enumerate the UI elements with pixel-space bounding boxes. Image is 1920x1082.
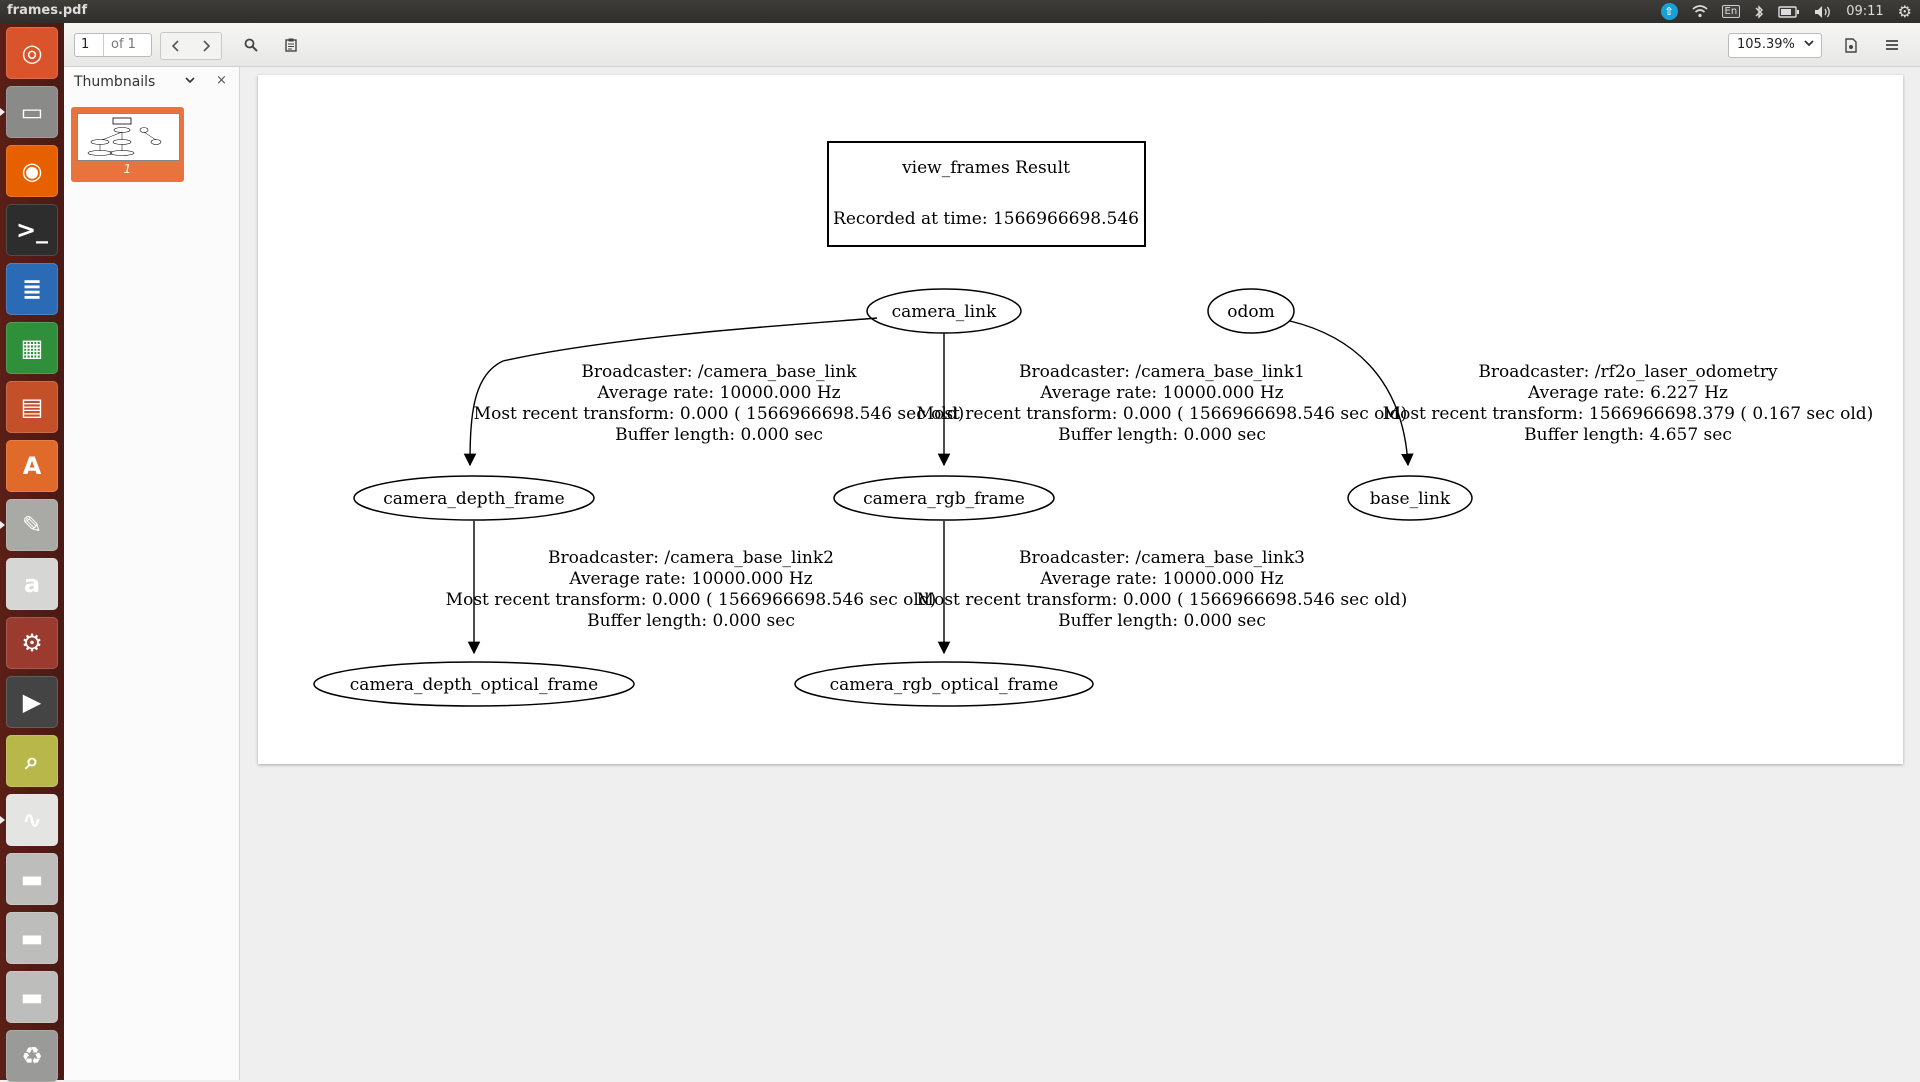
bluetooth-icon[interactable] (1754, 5, 1764, 19)
launcher-firefox-icon[interactable] (6, 145, 58, 197)
edge-label-line: Most recent transform: 0.000 ( 1566966698.546 sec old) (916, 590, 1408, 610)
writer-glyph: ≣ (21, 275, 43, 303)
wifi-icon[interactable] (1692, 5, 1708, 18)
launcher-drive-2-icon[interactable] (6, 912, 58, 964)
launcher-amazon-icon[interactable] (6, 558, 58, 610)
edge-odom-to-base-link (1290, 321, 1408, 465)
node-camera-rgb-frame-label: camera_rgb_frame (863, 489, 1025, 509)
trash-glyph: ♻ (21, 1042, 43, 1070)
launcher-files-icon[interactable] (6, 86, 58, 138)
node-camera-link-label: camera_link (891, 302, 997, 322)
edge-label-line: Average rate: 10000.000 Hz (597, 383, 841, 403)
launcher-software-center-icon[interactable] (6, 440, 58, 492)
chevron-down-icon[interactable] (1803, 37, 1815, 52)
edge-label-line: Most recent transform: 0.000 ( 1566966698.546 sec old) (916, 404, 1408, 424)
hamburger-menu-icon (1885, 39, 1899, 51)
firefox-glyph: ◉ (21, 157, 43, 185)
terminal-glyph: >_ (15, 216, 49, 244)
edge-label-camera-base-link1 (917, 362, 1408, 445)
clock[interactable]: 09:11 (1846, 4, 1884, 19)
close-icon[interactable]: × (216, 73, 227, 88)
document-view[interactable] (240, 67, 1920, 1080)
impress-glyph: ▤ (20, 393, 44, 421)
launcher-text-editor-icon[interactable] (6, 499, 58, 551)
edge-label-line: Broadcaster: /camera_base_link (581, 362, 857, 382)
edge-label-line: Buffer length: 0.000 sec (587, 611, 795, 631)
edge-label-line: Buffer length: 0.000 sec (615, 425, 823, 445)
launcher-drive-1-icon[interactable] (6, 853, 58, 905)
video-editor-glyph: ▶ (22, 688, 42, 716)
page-thumbnail[interactable] (71, 107, 184, 182)
chevron-left-icon (171, 39, 181, 53)
launcher-drive-3-icon[interactable] (6, 971, 58, 1023)
system-settings-glyph: ⚙ (21, 629, 43, 657)
chevron-right-icon (201, 39, 211, 53)
pdf-page (258, 75, 1903, 764)
edge-label-line: Broadcaster: /camera_base_link3 (1019, 548, 1305, 568)
launcher-terminal-icon[interactable] (6, 204, 58, 256)
edge-label-line: Average rate: 10000.000 Hz (1040, 383, 1284, 403)
node-camera-depth-optical-frame-label: camera_depth_optical_frame (349, 675, 599, 695)
graph-recorded-time: Recorded at time: 1566966698.546 (833, 209, 1139, 229)
zoom-combo[interactable] (1728, 33, 1822, 58)
edge-label-line: Buffer length: 4.657 sec (1524, 425, 1732, 445)
running-app-indicator (0, 816, 5, 824)
previous-page-button[interactable] (163, 33, 189, 59)
find-button[interactable] (238, 32, 264, 58)
session-gear-icon[interactable]: ⚙ (1897, 2, 1912, 21)
text-editor-glyph: ✎ (21, 511, 43, 539)
edge-label-rf2o-laser-odometry (1383, 362, 1874, 445)
edge-label-line: Most recent transform: 0.000 ( 1566966698.546 sec old) (473, 404, 965, 424)
running-app-indicator (0, 108, 5, 116)
volume-icon[interactable] (1814, 5, 1832, 19)
zoom-value[interactable]: 105.39% (1737, 37, 1795, 52)
sidebar-title[interactable]: Thumbnails (74, 74, 156, 90)
page-total: of 1 (111, 37, 136, 52)
launcher-pdf-reader-icon[interactable] (6, 794, 58, 846)
software-updater-icon[interactable]: ⇧ (1661, 3, 1678, 20)
tf-frames-graph (258, 75, 1903, 764)
indicator-area (1661, 0, 1912, 23)
edge-label-camera-base-link3 (917, 548, 1408, 631)
launcher-trash-icon[interactable] (6, 1030, 58, 1082)
launcher-writer-icon[interactable] (6, 263, 58, 315)
top-panel (0, 0, 1920, 23)
document-viewer-glyph: ⌕ (25, 747, 39, 775)
edge-label-camera-base-link2 (446, 548, 937, 631)
page-current[interactable]: 1 (81, 37, 90, 52)
next-page-button[interactable] (193, 33, 219, 59)
edge-label-line: Buffer length: 0.000 sec (1058, 611, 1266, 631)
calc-glyph: ▦ (20, 334, 44, 362)
launcher-document-viewer-icon[interactable] (6, 735, 58, 787)
launcher-impress-icon[interactable] (6, 381, 58, 433)
keyboard-layout-indicator[interactable]: En (1722, 5, 1741, 18)
drive-3-glyph: ▬ (20, 983, 44, 1011)
launcher (0, 23, 65, 1080)
drive-1-glyph: ▬ (20, 865, 44, 893)
page-entry-divider (103, 34, 104, 56)
search-icon (244, 38, 258, 52)
thumbnail-page-label: 1 (123, 162, 132, 176)
edge-label-camera-base-link (474, 362, 965, 445)
clipboard-icon (285, 38, 297, 52)
launcher-calc-icon[interactable] (6, 322, 58, 374)
thumbnails-sidebar (64, 67, 240, 1080)
launcher-system-settings-icon[interactable] (6, 617, 58, 669)
edge-label-line: Average rate: 10000.000 Hz (569, 569, 813, 589)
files-glyph: ▭ (20, 98, 44, 126)
window-title: frames.pdf (7, 3, 88, 18)
software-center-glyph: A (22, 452, 42, 480)
pdf-reader-glyph: ∿ (21, 806, 43, 834)
node-camera-rgb-optical-frame-label: camera_rgb_optical_frame (829, 675, 1059, 695)
ubuntu-dash-glyph: ◎ (21, 39, 43, 67)
chevron-down-icon[interactable] (184, 74, 196, 89)
edge-label-line: Broadcaster: /rf2o_laser_odometry (1478, 362, 1778, 382)
node-camera-depth-frame-label: camera_depth_frame (383, 489, 565, 509)
battery-icon[interactable] (1778, 6, 1800, 18)
viewer-toolbar (64, 23, 1920, 67)
launcher-ubuntu-dash-icon[interactable] (6, 27, 58, 79)
sidebar-header (64, 67, 239, 97)
edge-label-line: Average rate: 6.227 Hz (1528, 383, 1728, 403)
annotations-button[interactable] (278, 32, 304, 58)
edge-label-line: Most recent transform: 1566966698.379 ( 0.167 sec old) (1382, 404, 1874, 424)
launcher-video-editor-icon[interactable] (6, 676, 58, 728)
graph-title: view_frames Result (902, 158, 1070, 178)
node-base-link-label: base_link (1369, 489, 1451, 509)
page-nav-group (160, 32, 222, 60)
edge-label-line: Most recent transform: 0.000 ( 1566966698.546 sec old) (445, 590, 937, 610)
edge-label-line: Broadcaster: /camera_base_link2 (548, 548, 834, 568)
document-properties-button[interactable] (1838, 32, 1864, 58)
drive-2-glyph: ▬ (20, 924, 44, 952)
document-icon (1845, 38, 1857, 53)
edge-label-line: Average rate: 10000.000 Hz (1040, 569, 1284, 589)
edge-label-line: Broadcaster: /camera_base_link1 (1019, 362, 1305, 382)
running-app-indicator (0, 521, 5, 529)
page-number-entry[interactable] (74, 33, 152, 57)
node-odom-label: odom (1227, 302, 1275, 322)
menu-button[interactable] (1879, 32, 1905, 58)
edge-label-line: Buffer length: 0.000 sec (1058, 425, 1266, 445)
amazon-glyph: a (23, 570, 41, 598)
thumbnail-preview (77, 113, 180, 161)
